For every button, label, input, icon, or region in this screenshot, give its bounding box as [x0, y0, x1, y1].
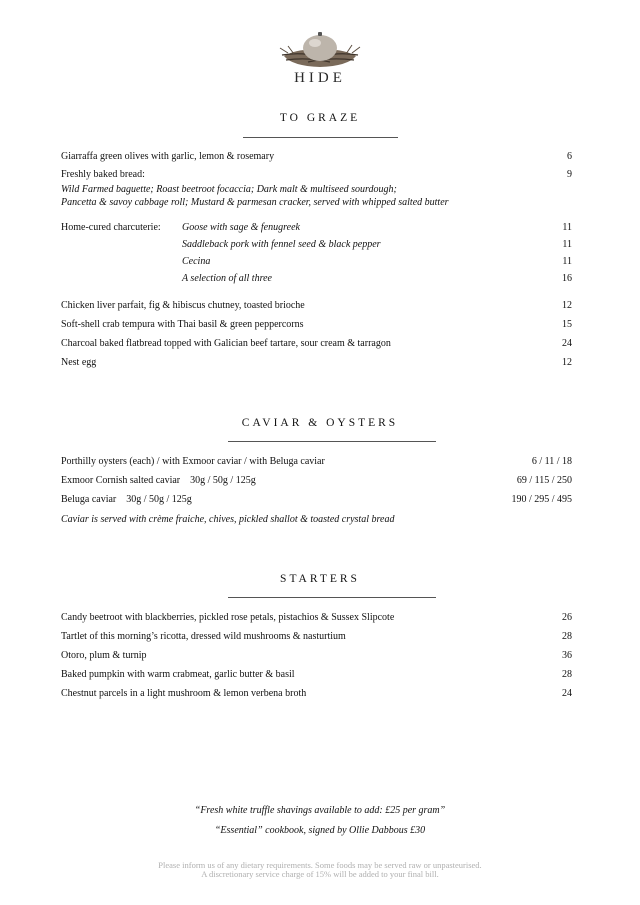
service-charge-disclaimer: A discretionary service charge of 15% will be added to your final bill. — [201, 869, 439, 879]
to-graze-heading: TO GRAZE — [279, 112, 361, 124]
divider — [228, 597, 436, 598]
cookbook-note: “Essential” cookbook, signed by Ollie Dabbous £30 — [214, 825, 426, 836]
truffle-note: “Fresh white truffle shavings available to add: £25 per gram” — [194, 805, 446, 816]
nest-egg-icon — [0, 26, 640, 70]
divider — [243, 137, 398, 138]
caviar-heading: CAVIAR & OYSTERS — [241, 417, 399, 429]
charcuterie-option: A selection of all three — [182, 273, 272, 284]
charcuterie-option: Cecina — [182, 256, 211, 267]
starters-heading: STARTERS — [280, 573, 360, 585]
charcuterie-option: Saddleback pork with fennel seed & black pepper — [182, 239, 381, 250]
divider — [228, 441, 436, 442]
brand-name: HIDE — [294, 70, 346, 86]
dietary-disclaimer: Please inform us of any dietary requirements. Some foods may be served raw or unpasteurised. — [158, 860, 482, 870]
menu-page: HIDE TO GRAZE Giarraffa green olives with garlic, lemon & rosemary 6 Freshly baked bread: 9 Wild Farmed baguette; Roast beetroot focaccia; Dark malt & multiseed sourdough; Pancetta & savoy cabbage roll; Mustard & parmesan cracker, served with whipped salted butter Home-cured charcuterie: 11 Goose with sage & fenugreek 11 Saddleback pork with fennel seed & black pepper 11 Cecina 16 A selection of all three Chicken liver parfait, fig & hibiscus chutney, toasted brioche 12 Soft-shell crab tempura with Thai basil & green peppercorns 15 Charcoal baked flatbread topped with Galician beef tartare, sour cream & tarragon 24 Nest egg 12 CAVIAR & OYSTERS Porthilly oysters (each) / with Exmoor caviar / with Beluga caviar 6 / 11 / 18 Exmoor Cornish salted caviar 30g / 50g / 125g 69 / 115 / 250 Beluga caviar 30g / 50g / 125g 190 / 295 / 495 Caviar is served with crème fraiche, chives, pickled shallot & toasted crystal bread STARTERS Candy beetroot with blackberries, pickled rose petals, pistachios & Sussex Slipcote 26 Tartlet of this morning’s ricotta, dressed wild mushrooms & nasturtium 28 Otoro, plum & turnip 36 Baked pumpkin with warm crabmeat, garlic butter & basil 28 Chestnut parcels in a light mushroom & lemon verbena broth 24 “Fresh white truffle shavings available to add: £25 per gram” “Essential” cookbook, signed by Ollie Dabbous £30 Please inform us of any dietary requirements. Some foods may be served raw or unpasteurised. A discretionary service charge of 15% will be added to your final bill. — [0, 0, 640, 905]
charcuterie-option: Goose with sage & fenugreek — [182, 222, 300, 233]
